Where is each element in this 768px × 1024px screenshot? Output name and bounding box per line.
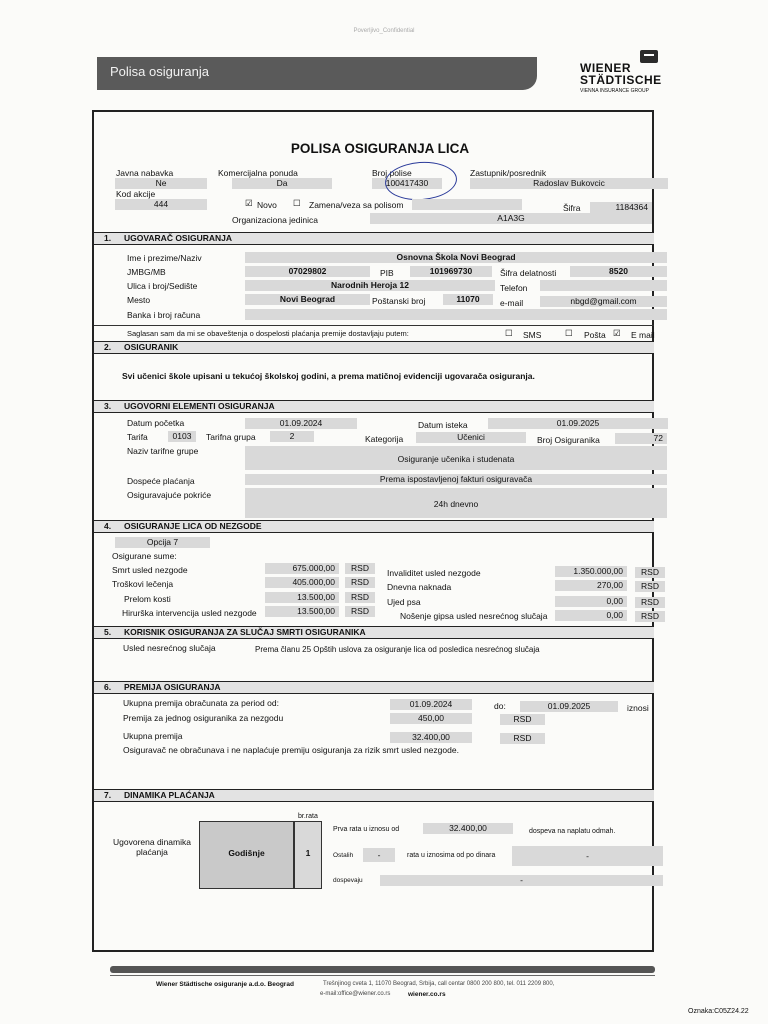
org-jedinica-value: A1A3G bbox=[370, 213, 652, 224]
email-label: e-mail bbox=[500, 298, 524, 308]
ukupna-premija-value: 32.400,00 bbox=[390, 732, 472, 743]
pib-label: PIB bbox=[380, 268, 394, 278]
dospece-value: Prema ispostavljenoj fakturi osiguravača bbox=[245, 474, 667, 485]
broj-osiguranika-label: Broj Osiguranika bbox=[537, 435, 600, 445]
naziv-tarifne-grupe-label: Naziv tarifne grupe bbox=[127, 446, 199, 456]
ukupna-period-label: Ukupna premija obračunata za period od: bbox=[123, 698, 279, 708]
section-1-title: UGOVARAČ OSIGURANJA bbox=[124, 233, 232, 243]
divider bbox=[94, 325, 654, 326]
footer-bar bbox=[110, 966, 655, 973]
br-rata-label: br.rata bbox=[298, 813, 318, 820]
dospece-label: Dospeće plaćanja bbox=[127, 476, 195, 486]
logo-line1: WIENER bbox=[580, 61, 631, 75]
ime-label: Ime i prezime/Naziv bbox=[127, 253, 202, 263]
datum-isteka-label: Datum isteka bbox=[418, 420, 468, 430]
ujed-currency: RSD bbox=[635, 597, 665, 608]
ujed-value: 0,00 bbox=[555, 596, 627, 607]
banka-value bbox=[245, 309, 667, 320]
datum-pocetka-value: 01.09.2024 bbox=[245, 418, 357, 429]
logo-icon bbox=[640, 50, 658, 63]
javna-nabavka-value: Ne bbox=[115, 178, 207, 189]
rata-iznos-value: - bbox=[512, 846, 663, 866]
pokrice-value: 24h dnevno bbox=[433, 499, 479, 509]
broj-rata-value: 1 bbox=[305, 848, 311, 858]
section-3-header bbox=[94, 400, 654, 413]
zamena-checkbox[interactable]: ☐ bbox=[293, 198, 301, 208]
footer-line bbox=[110, 975, 655, 976]
email-checkbox[interactable]: ☑ bbox=[613, 328, 621, 338]
jmbg-value: 07029802 bbox=[245, 266, 370, 277]
telefon-label: Telefon bbox=[500, 283, 528, 293]
kod-akcije-label: Kod akcije bbox=[116, 189, 156, 199]
sifra-value: 1184364 bbox=[590, 202, 652, 213]
opcija-value: Opcija 7 bbox=[115, 537, 210, 548]
jmbg-label: JMBG/MB bbox=[127, 267, 166, 277]
gips-currency: RSD bbox=[635, 611, 665, 622]
ime-value: Osnovna Škola Novi Beograd bbox=[245, 252, 667, 263]
ujed-label: Ujed psa bbox=[387, 597, 421, 607]
mesto-value: Novi Beograd bbox=[245, 294, 370, 305]
banner-title: Polisa osiguranja bbox=[110, 64, 210, 79]
section-6-title: PREMIJA OSIGURANJA bbox=[124, 682, 221, 692]
dnevna-currency: RSD bbox=[635, 581, 665, 592]
section-7-number: 7. bbox=[104, 790, 112, 800]
section-3-title: UGOVORNI ELEMENTI OSIGURANJA bbox=[124, 401, 275, 411]
gips-value: 0,00 bbox=[555, 610, 627, 621]
section-7-header bbox=[94, 789, 654, 802]
godisnje-value: Godišnje bbox=[228, 848, 265, 858]
napomena-text: Osiguravač ne obračunava i ne naplaćuje premiju osiguranja za rizik smrt usled nezgode. bbox=[123, 745, 459, 755]
tarifna-grupa-value: 2 bbox=[270, 431, 314, 442]
postanski-broj-label: Poštanski broj bbox=[372, 296, 426, 306]
saglasan-text: Saglasan sam da mi se obaveštenja o dospelosti plaćanja premije dostavljaju putem: bbox=[127, 329, 409, 338]
smrt-value: 675.000,00 bbox=[265, 563, 339, 574]
postanski-broj-value: 11070 bbox=[443, 294, 493, 305]
section-6-number: 6. bbox=[104, 682, 112, 692]
posta-checkbox[interactable]: ☐ bbox=[565, 328, 573, 338]
komercijalna-ponuda-label: Komercijalna ponuda bbox=[218, 168, 298, 178]
zastupnik-value: Radoslav Bukovcic bbox=[470, 178, 668, 189]
dospeva-label: dospeva na naplatu odmah. bbox=[529, 828, 616, 835]
zastupnik-label: Zastupnik/posrednik bbox=[470, 168, 547, 178]
pib-value: 101969730 bbox=[410, 266, 492, 277]
ostalih-label: Ostalih bbox=[333, 852, 354, 859]
section-5-header bbox=[94, 626, 654, 639]
dospevaju-value: - bbox=[380, 875, 663, 886]
mesto-label: Mesto bbox=[127, 295, 151, 305]
hirurska-value: 13.500,00 bbox=[265, 606, 339, 617]
ugovorena-label-1: Ugovorena dinamika bbox=[113, 837, 191, 847]
sifra-delatnosti-label: Šifra delatnosti bbox=[500, 268, 557, 278]
rata-iznos-label: rata u iznosima od po dinara bbox=[407, 852, 496, 859]
banka-label: Banka i broj računa bbox=[127, 310, 201, 320]
telefon-value bbox=[540, 280, 667, 291]
section-6-header bbox=[94, 681, 654, 694]
pokrice-label: Osiguravajuće pokriće bbox=[127, 490, 212, 500]
troskovi-currency: RSD bbox=[345, 577, 375, 588]
troskovi-label: Troškovi lečenja bbox=[112, 579, 174, 589]
korisnik-label: Usled nesrećnog slučaja bbox=[123, 643, 216, 653]
period-do-value: 01.09.2025 bbox=[520, 701, 618, 712]
ugovorena-label-2: plaćanja bbox=[136, 847, 168, 857]
ukupna-premija-currency: RSD bbox=[500, 733, 545, 744]
premija-jednog-label: Premija za jednog osiguranika za nezgodu bbox=[123, 713, 284, 723]
premija-jednog-value: 450,00 bbox=[390, 713, 472, 724]
javna-nabavka-label: Javna nabavka bbox=[116, 168, 174, 178]
section-1-number: 1. bbox=[104, 233, 112, 243]
sms-label: SMS bbox=[523, 330, 542, 340]
tarifna-grupa-label: Tarifna grupa bbox=[206, 432, 256, 442]
posta-label: Pošta bbox=[584, 330, 606, 340]
dnevna-label: Dnevna naknada bbox=[387, 582, 452, 592]
period-od-value: 01.09.2024 bbox=[390, 699, 472, 710]
zamena-label: Zamena/veza sa polisom bbox=[309, 200, 404, 210]
do-label: do: bbox=[494, 701, 506, 711]
gips-label: Nošenje gipsa usled nesrećnog slučaja bbox=[400, 611, 548, 621]
confidential-mark: Poverljivo_Confidential bbox=[353, 28, 415, 34]
section-1-header bbox=[94, 232, 654, 245]
smrt-currency: RSD bbox=[345, 563, 375, 574]
smrt-label: Smrt usled nezgode bbox=[112, 565, 188, 575]
section-5-title: KORISNIK OSIGURANJA ZA SLUČAJ SMRTI OSIGURANIKA bbox=[124, 627, 366, 637]
hirurska-label: Hirurška intervencija usled nezgode bbox=[122, 608, 257, 618]
premija-jednog-currency: RSD bbox=[500, 714, 545, 725]
footer-address: Trešnjinog cveta 1, 11070 Beograd, Srbija, call centar 0800 200 800, tel. 011 2209 800, bbox=[323, 981, 555, 987]
iznosi-label: iznosi bbox=[627, 703, 649, 713]
footer-web: wiener.co.rs bbox=[408, 991, 446, 998]
hirurska-currency: RSD bbox=[345, 606, 375, 617]
footer-company: Wiener Städtische osiguranje a.d.o. Beograd bbox=[156, 981, 294, 988]
sifra-label: Šifra bbox=[563, 203, 581, 213]
broj-polise-label: Broj polise bbox=[372, 168, 412, 178]
tarifa-value: 0103 bbox=[168, 431, 196, 442]
naziv-tarifne-grupe-value: Osiguranje učenika i studenata bbox=[397, 454, 515, 464]
komercijalna-ponuda-value: Da bbox=[232, 178, 332, 189]
novo-label: Novo bbox=[257, 200, 277, 210]
zamena-value bbox=[412, 199, 522, 210]
prelom-currency: RSD bbox=[345, 592, 375, 603]
invaliditet-value: 1.350.000,00 bbox=[555, 566, 627, 577]
datum-isteka-value: 01.09.2025 bbox=[488, 418, 668, 429]
invaliditet-label: Invaliditet usled nezgode bbox=[387, 568, 481, 578]
prva-rata-value: 32.400,00 bbox=[423, 823, 513, 834]
org-jedinica-label: Organizaciona jedinica bbox=[232, 215, 318, 225]
section-7-title: DINAMIKA PLAĆANJA bbox=[124, 790, 215, 800]
novo-checkbox[interactable]: ☑ bbox=[245, 198, 253, 208]
section-2-title: OSIGURANIK bbox=[124, 342, 179, 352]
dospevaju-label: dospevaju bbox=[333, 877, 363, 884]
korisnik-text: Prema članu 25 Opštih uslova za osiguranje lica od posledica nesrećnog slučaja bbox=[255, 645, 540, 654]
section-4-number: 4. bbox=[104, 521, 112, 531]
logo-line3: VIENNA INSURANCE GROUP bbox=[580, 88, 649, 94]
email-value: nbgd@gmail.com bbox=[540, 296, 667, 307]
troskovi-value: 405.000,00 bbox=[265, 577, 339, 588]
email-option-label: E mail bbox=[631, 330, 655, 340]
section-2-header bbox=[94, 341, 654, 354]
osigurane-sume-label: Osigurane sume: bbox=[112, 551, 177, 561]
ukupna-premija-label: Ukupna premija bbox=[123, 731, 183, 741]
footer-email: e-mail:office@wiener.co.rs bbox=[320, 991, 391, 997]
logo-line2: STÄDTISCHE bbox=[580, 73, 662, 87]
prelom-label: Prelom kosti bbox=[124, 594, 171, 604]
datum-pocetka-label: Datum početka bbox=[127, 418, 185, 428]
broj-osiguranika-value: 72 bbox=[615, 433, 667, 444]
section-4-title: OSIGURANJE LICA OD NEZGODE bbox=[124, 521, 262, 531]
kategorija-value: Učenici bbox=[416, 432, 526, 443]
section-3-number: 3. bbox=[104, 401, 112, 411]
ostalih-value: - bbox=[363, 848, 395, 862]
osiguranik-text: Svi učenici škole upisani u tekućoj školskoj godini, a prema matičnoj evidenciji ugovarača osiguranja. bbox=[122, 371, 535, 381]
section-2-number: 2. bbox=[104, 342, 112, 352]
broj-polise-value: 100417430 bbox=[372, 178, 442, 189]
kod-akcije-value: 444 bbox=[115, 199, 207, 210]
prelom-value: 13.500,00 bbox=[265, 592, 339, 603]
sms-checkbox[interactable]: ☐ bbox=[505, 328, 513, 338]
prva-rata-label: Prva rata u iznosu od bbox=[333, 826, 400, 833]
kategorija-label: Kategorija bbox=[365, 434, 404, 444]
sifra-delatnosti-value: 8520 bbox=[570, 266, 667, 277]
tarifa-label: Tarifa bbox=[127, 432, 148, 442]
section-5-number: 5. bbox=[104, 627, 112, 637]
ulica-value: Narodnih Heroja 12 bbox=[245, 280, 495, 291]
document-title: POLISA OSIGURANJA LICA bbox=[290, 141, 470, 156]
dnevna-value: 270,00 bbox=[555, 580, 627, 591]
footer-oznaka: Oznaka:C05Z24.22 bbox=[688, 1008, 749, 1015]
invaliditet-currency: RSD bbox=[635, 567, 665, 578]
ulica-label: Ulica i broj/Sedište bbox=[127, 281, 198, 291]
section-4-header bbox=[94, 520, 654, 533]
